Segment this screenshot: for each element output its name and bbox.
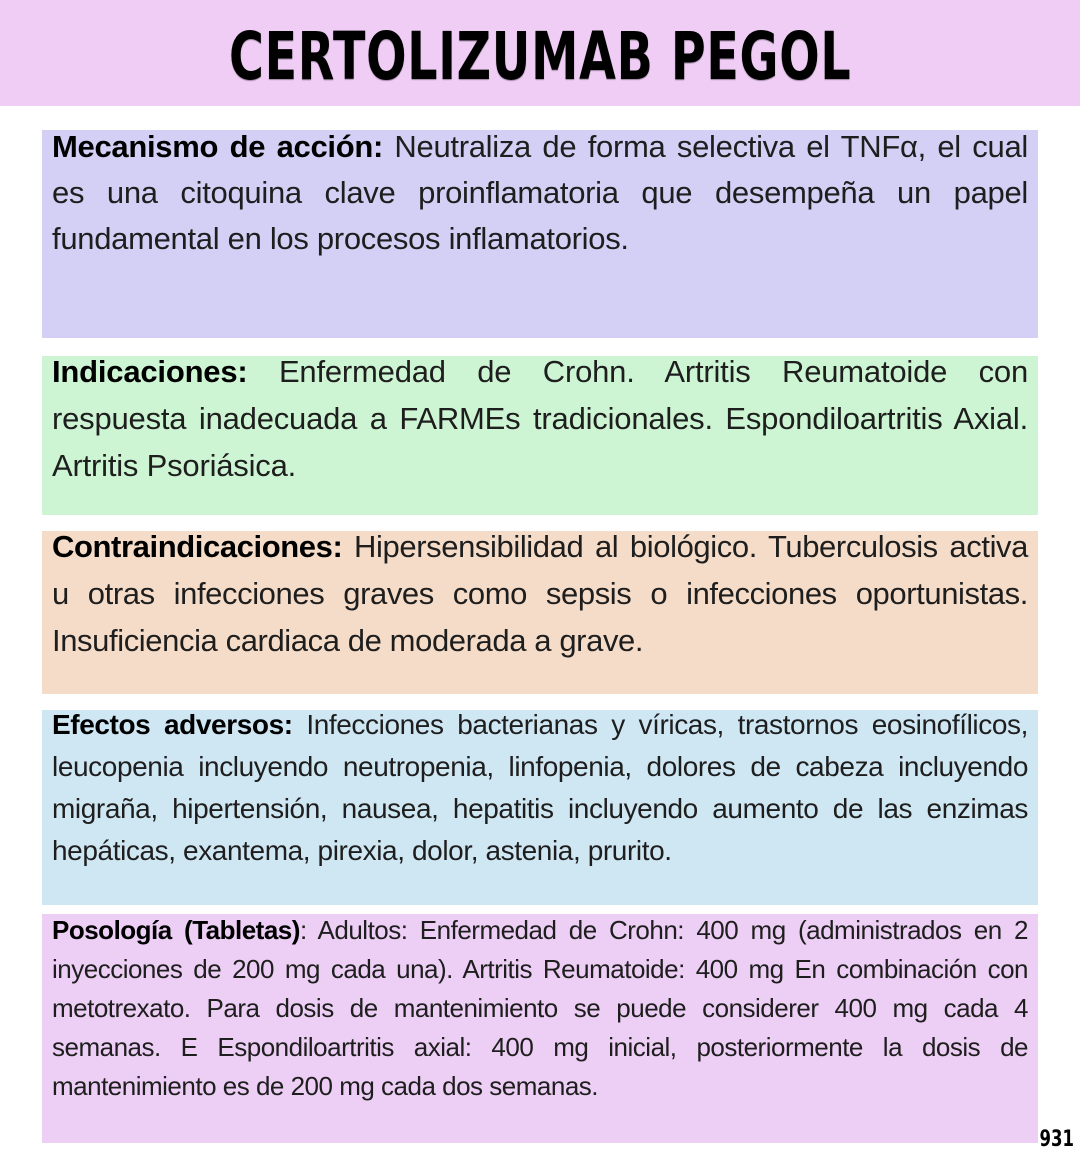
section-label: Indicaciones: <box>52 354 248 389</box>
section-label: Mecanismo de acción: <box>52 129 383 164</box>
section-body <box>52 704 1028 872</box>
section-body <box>52 911 1028 1106</box>
section-contraindicaciones <box>42 531 1038 694</box>
section-posologia <box>42 914 1038 1143</box>
section-text: Neutraliza de forma selectiva el TNFα, el cual es una citoquina clave proinflamatoria que desempeña un papel fundamental en los procesos inflamatorios. <box>52 129 1028 256</box>
section-body <box>52 523 1028 664</box>
title-banner <box>0 0 1080 106</box>
section-label: Contraindicaciones: <box>52 529 343 564</box>
section-label: Efectos adversos: <box>52 709 293 740</box>
section-body <box>52 348 1028 489</box>
section-indicaciones <box>42 356 1038 515</box>
section-body <box>52 124 1028 262</box>
section-efectos-adversos <box>42 710 1038 905</box>
section-mecanismo-de-accion <box>42 130 1038 338</box>
section-label: Posología (Tabletas) <box>52 915 300 945</box>
section-text: Enfermedad de Crohn. Artritis Reumatoide con respuesta inadecuada a FARMEs tradicionales. Espondiloartritis Axial. Artritis Psoriásica. <box>52 354 1028 483</box>
section-text: : Adultos: Enfermedad de Crohn: 400 mg (administrados en 2 inyecciones de 200 mg cada una). Artritis Reumatoide: 400 mg En combinación con metotrexato. Para dosis de mantenimiento se puede considerer 400 mg cada 4 semanas. E Espondiloartritis axial: 400 mg inicial, posteriormente la dosis de mantenimiento es de 200 mg cada dos semanas. <box>52 915 1028 1101</box>
section-text: Hipersensibilidad al biológico. Tuberculosis activa u otras infecciones graves como sepsis o infecciones oportunistas. Insuficiencia cardiaca de moderada a grave. <box>52 529 1028 658</box>
page-title: CERTOLIZUMAB PEGOL <box>228 17 852 95</box>
page-number: 931 <box>1039 1127 1074 1152</box>
section-text: Infecciones bacterianas y víricas, trastornos eosinofílicos, leucopenia incluyendo neutropenia, linfopenia, dolores de cabeza incluyendo migraña, hipertensión, nausea, hepatitis incluyendo aumento de las enzimas hepáticas, exantema, pirexia, dolor, astenia, prurito. <box>52 709 1028 866</box>
